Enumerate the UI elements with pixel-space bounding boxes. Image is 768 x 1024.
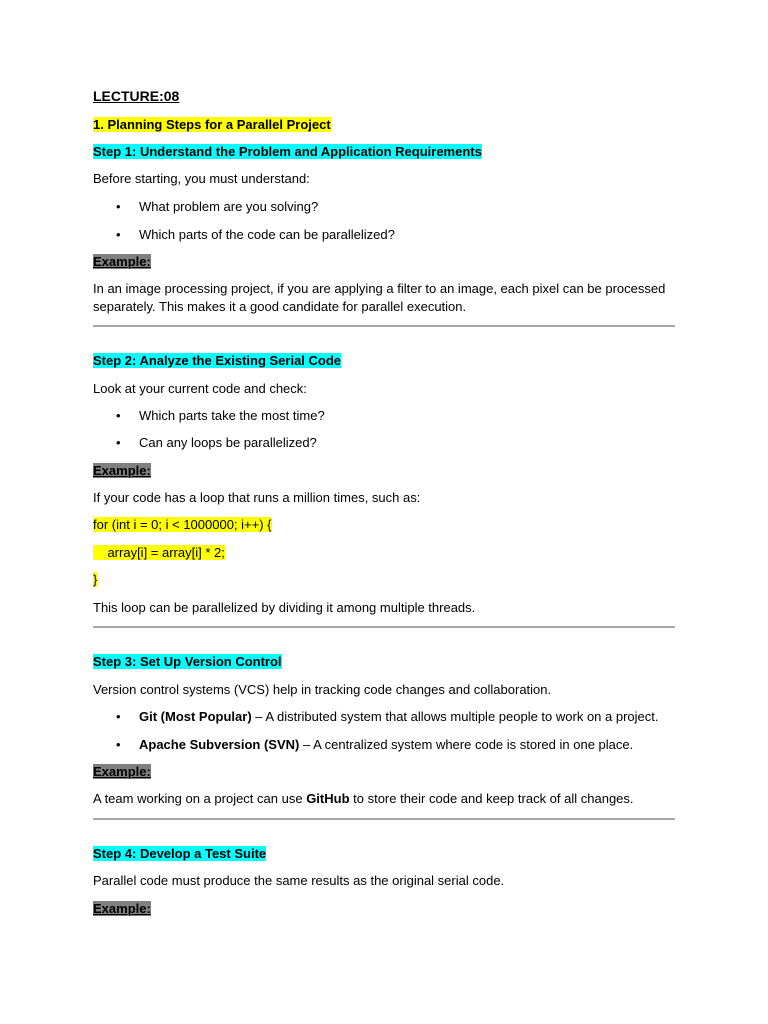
step2-bullet-2: Can any loops be parallelized? — [139, 435, 317, 450]
step1-bullet-1: What problem are you solving? — [139, 199, 319, 214]
step4-intro: Parallel code must produce the same results as the original serial code. — [93, 873, 505, 888]
step3-bullet-git: Git (Most Popular) – A distributed system that allows multiple people to work on a project. — [139, 709, 659, 724]
step1-example-label: Example: — [93, 254, 151, 269]
bullet-icon: • — [116, 199, 121, 214]
bullet-icon: • — [116, 737, 121, 752]
step4-example-label: Example: — [93, 901, 151, 916]
step3-example-label: Example: — [93, 764, 151, 779]
horizontal-rule — [93, 626, 675, 628]
step2-intro: Look at your current code and check: — [93, 381, 307, 396]
step3-bullet-svn: Apache Subversion (SVN) – A centralized system where code is stored in one place. — [139, 737, 634, 752]
horizontal-rule — [93, 325, 675, 327]
bullet-icon: • — [116, 227, 121, 242]
step1-example-line1: In an image processing project, if you are applying a filter to an image, each pixel can be processed — [93, 281, 666, 296]
step1-example-line2: separately. This makes it a good candidate for parallel execution. — [93, 299, 467, 314]
step1-bullet-2: Which parts of the code can be parallelized? — [139, 227, 395, 242]
code-line-3: } — [93, 572, 98, 587]
step2-example-label: Example: — [93, 463, 151, 478]
code-line-1: for (int i = 0; i < 1000000; i++) { — [93, 517, 272, 532]
step2-conclusion: This loop can be parallelized by dividing it among multiple threads. — [93, 600, 476, 615]
bullet-icon: • — [116, 408, 121, 423]
step2-example-text: If your code has a loop that runs a million times, such as: — [93, 490, 421, 505]
step3-intro: Version control systems (VCS) help in tracking code changes and collaboration. — [93, 682, 552, 697]
horizontal-rule — [93, 818, 675, 820]
step3-heading: Step 3: Set Up Version Control — [93, 654, 282, 669]
step3-example-text: A team working on a project can use GitHub to store their code and keep track of all changes. — [93, 791, 634, 806]
bullet-icon: • — [116, 709, 121, 724]
step1-heading: Step 1: Understand the Problem and Application Requirements — [93, 144, 482, 159]
lecture-title: LECTURE:08 — [93, 88, 180, 104]
code-line-2: array[i] = array[i] * 2; — [93, 545, 225, 560]
section-heading: 1. Planning Steps for a Parallel Project — [93, 117, 331, 132]
step1-intro: Before starting, you must understand: — [93, 171, 310, 186]
step4-heading: Step 4: Develop a Test Suite — [93, 846, 267, 861]
step2-heading: Step 2: Analyze the Existing Serial Code — [93, 353, 342, 368]
step2-bullet-1: Which parts take the most time? — [139, 408, 325, 423]
bullet-icon: • — [116, 435, 121, 450]
